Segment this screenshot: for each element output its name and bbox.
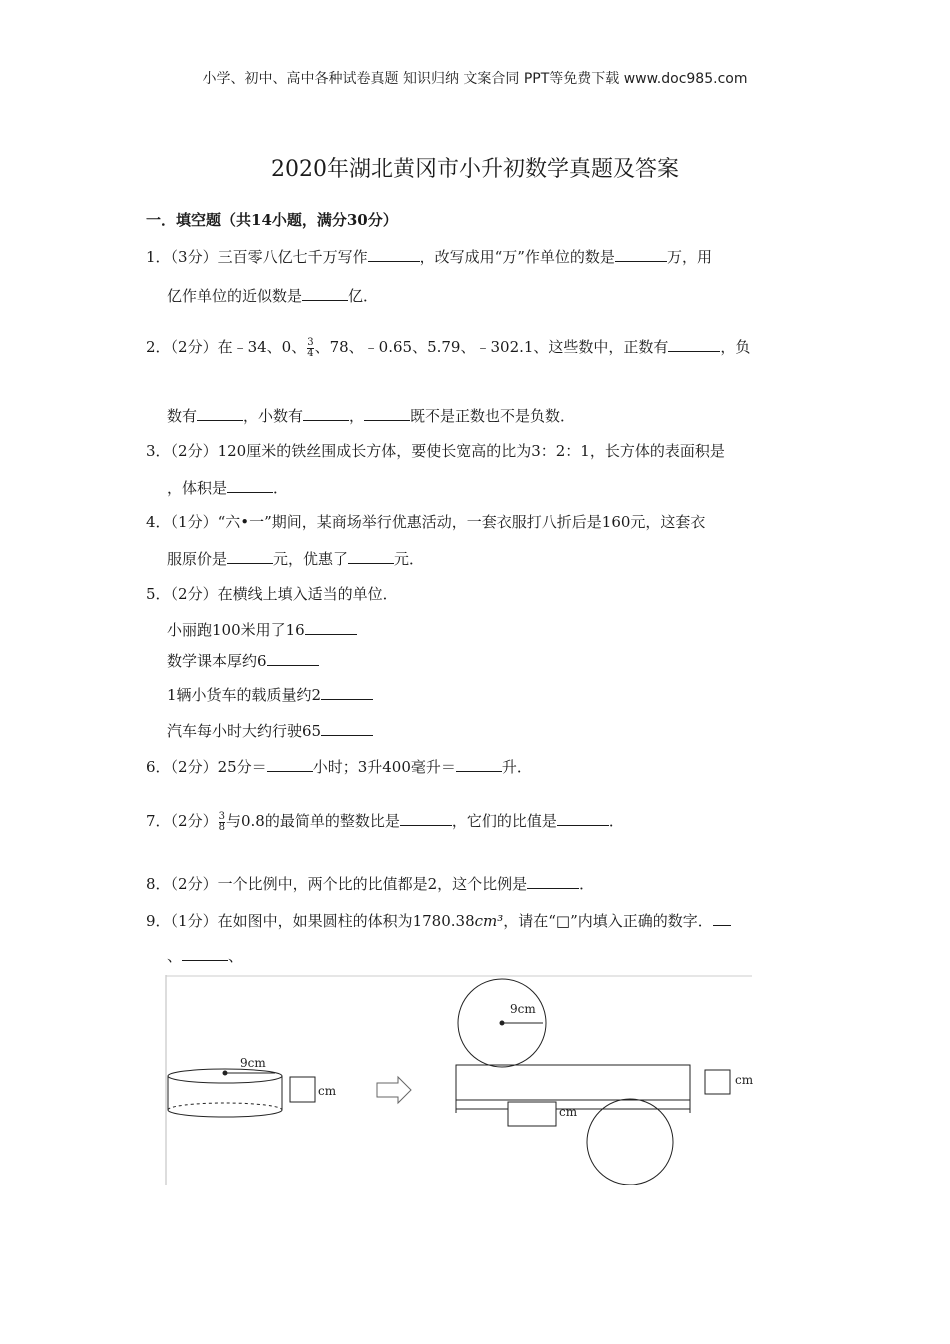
unit-cm-3: cm [559,1105,578,1119]
q8-text-a: 8．（2分）一个比例中，两个比的比值都是2，这个比例是 [146,875,528,893]
q1-text-c: 万，用 [666,248,712,266]
q4-blank-1[interactable] [227,549,273,564]
question-5-item-4 [167,720,373,741]
unit-cm-2: cm [735,1073,754,1087]
q6-blank-2[interactable] [456,757,502,772]
label-9cm-circle: 9cm [510,1002,536,1016]
q4-blank-2[interactable] [348,549,394,564]
q5-text-l1: 小丽跑100米用了16 [167,621,305,639]
fraction-3-4: $\frac{3}{4}$ [307,336,314,359]
question-5-item-3 [167,684,373,705]
q2-blank-2[interactable] [197,406,243,421]
question-6 [146,756,532,777]
q9-text-b: ，请在“□”内填入正确的数字． [503,912,713,930]
q2-text-b: 、78、﹣0.65、5.79、﹣302.1、这些数中，正数有 [314,338,669,356]
arrow-icon [377,1077,411,1103]
q5-text-a: 5．（2分）在横线上填入适当的单位． [146,585,398,603]
q1-blank-2[interactable] [615,247,667,262]
question-3-line-2 [167,477,288,498]
page-header: 小学、初中、高中各种试卷真题 知识归纳 文案合同 PPT等免费下载 www.doc985.com [202,71,748,87]
q8-blank-1[interactable] [527,874,579,889]
q4-text-a: 4．（1分）“六•一”期间，某商场举行优惠活动，一套衣服打八折后是160元，这套衣 [146,513,706,531]
q2-text-d: 数有 [167,407,198,425]
q7-blank-2[interactable] [557,811,609,826]
q3-text-c: ． [273,479,289,497]
answer-box-length[interactable] [508,1102,556,1126]
label-9cm-cylinder: 9cm [240,1056,266,1070]
q9-unit: cm³ [474,912,504,930]
q9-text-d: 、 [228,947,244,965]
q6-text-a: 6．（2分）25分＝ [146,758,267,776]
q1-text-b: ，改写成用“万”作单位的数是 [419,248,615,266]
bottom-base-circle [587,1099,673,1185]
q7-text-c: ，它们的比值是 [451,812,557,830]
question-9-line-1 [146,910,731,931]
q5-blank-2[interactable] [267,651,319,666]
answer-box-width[interactable] [705,1070,730,1094]
question-5-item-2 [167,650,319,671]
page-title: 2020年湖北黄冈市小升初数学真题及答案 [271,157,679,182]
q7-text-d: ． [608,812,624,830]
q2-text-c: ，负 [720,338,751,356]
q4-text-c: 元，优惠了 [273,550,349,568]
q2-text-g: 既不是正数也不是负数． [410,407,576,425]
q2-blank-1[interactable] [668,337,720,352]
q5-blank-4[interactable] [321,721,373,736]
q3-blank-1[interactable] [227,478,273,493]
question-5-line-1 [146,583,398,604]
q8-text-b: ． [579,875,595,893]
q2-text-f: ， [349,407,365,425]
question-2-line-1 [146,336,750,359]
q5-text-l3: 1辆小货车的载质量约2 [167,686,322,704]
q1-text-a: 1．（3分）三百零八亿七千万写作 [146,248,368,266]
question-3-line-1 [146,440,725,461]
q2-text-e: ，小数有 [243,407,304,425]
q5-text-l4: 汽车每小时大约行驶65 [167,722,322,740]
question-4-line-2 [167,548,424,569]
question-1-line-2 [167,285,378,306]
q9-blank-1[interactable] [713,911,731,926]
q2-blank-3[interactable] [303,406,349,421]
q6-text-b: 小时；3升400毫升＝ [312,758,456,776]
q9-blank-2[interactable] [182,946,228,961]
q7-blank-1[interactable] [400,811,452,826]
question-2-line-2 [167,405,575,426]
question-9-line-2 [167,945,243,966]
q2-text-a: 2．（2分）在﹣34、0、 [146,338,307,356]
q6-text-c: 升． [501,758,532,776]
q3-text-a: 3．（2分）120厘米的铁丝围成长方体，要使长宽高的比为3：2：1，长方体的表面积是 [146,442,725,460]
q3-text-b: ，体积是 [167,479,228,497]
lateral-rectangle [456,1065,690,1100]
q9-text-a: 9．（1分）在如图中，如果圆柱的体积为1780.38 [146,912,475,930]
q6-blank-1[interactable] [267,757,313,772]
cylinder-drawing [168,1069,282,1117]
q5-blank-1[interactable] [305,620,357,635]
q9-text-c: 、 [167,947,183,965]
q1-blank-1[interactable] [368,247,420,262]
q1-text-d: 亿作单位的近似数是 [167,287,303,305]
answer-box-height[interactable] [290,1077,315,1102]
question-5-item-1 [167,619,357,640]
q7-text-a: 7．（2分） [146,812,218,830]
question-1-line-1 [146,246,712,267]
q5-blank-3[interactable] [321,685,373,700]
question-7 [146,810,624,833]
q2-blank-4[interactable] [364,406,410,421]
unit-cm-1: cm [318,1084,337,1098]
q1-text-e: 亿． [348,287,379,305]
cylinder-net-figure [165,975,755,1185]
q4-text-b: 服原价是 [167,550,228,568]
q5-text-l2: 数学课本厚约6 [167,652,267,670]
question-4-line-1 [146,511,705,532]
q4-text-d: 元． [394,550,425,568]
q7-text-b: 与0.8的最简单的整数比是 [225,812,400,830]
fraction-3-8: $\frac{3}{8}$ [218,810,225,833]
question-8 [146,873,594,894]
q1-blank-3[interactable] [302,286,348,301]
section-heading: 一．填空题（共14小题，满分30分） [146,211,398,229]
